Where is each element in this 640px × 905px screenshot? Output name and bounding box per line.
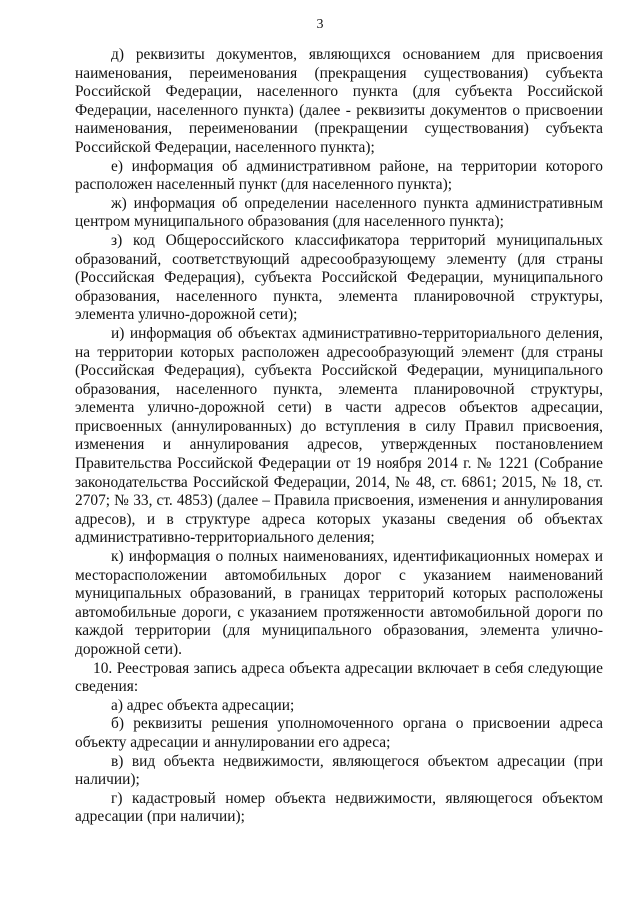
paragraph-d: д) реквизиты документов, являющихся основанием для присвоения наименования, переименования (прекращения существования) субъекта Российской Федерации, населенного пункта (для субъекта Российской Федерации, населенного пункта) (далее - реквизиты документов о присвоении наименования, переименовании (прекращении существования) субъекта Российской Федерации, населенного пункта); <box>75 46 603 156</box>
paragraph-g: г) кадастровый номер объекта недвижимости, являющегося объектом адресации (при наличии); <box>75 789 603 826</box>
paragraph-v: в) вид объекта недвижимости, являющегося объектом адресации (при наличии); <box>75 752 603 789</box>
document-body <box>75 46 603 827</box>
paragraph-clause-10: 10. Реестровая запись адреса объекта адресации включает в себя следующие сведения: <box>75 659 603 696</box>
paragraph-zh: ж) информация об определении населенного пункта административным центром муниципального образования (для населенного пункта); <box>75 194 603 231</box>
paragraph-e: е) информация об административном районе, на территории которого расположен населенный пункт (для населенного пункта); <box>75 157 603 194</box>
paragraph-a: а) адрес объекта адресации; <box>111 696 295 714</box>
page-number: 3 <box>316 17 324 32</box>
paragraph-i: и) информация об объектах административно-территориального деления, на территории которых расположен адресообразующий элемент (для страны (Российская Федерация), субъекта Российской Федерации, муниципального образования, населенного пункта, элемента планировочной структуры, элемента улично-дорожной сети) в части адресов объектов адресации, присвоенных (аннулированных) до вступления в силу Правил присвоения, изменения и аннулирования адресов, утвержденных постановлением Правительства Российской Федерации от 19 ноября 2014 г. № 1221 (Собрание законодательства Российской Федерации, 2014, № 48, ст. 6861; 2015, № 18, ст. 2707; № 33, ст. 4853) (далее – Правила присвоения, изменения и аннулирования адресов), и в структуре адреса которых указаны сведения об объектах административно-территориального деления; <box>75 324 603 547</box>
paragraph-z: з) код Общероссийского классификатора территорий муниципальных образований, соответствующий адресообразующему элементу (для страны (Российская Федерация), субъекта Российской Федерации, муниципального образования, населенного пункта, элемента планировочной структуры, элемента улично-дорожной сети); <box>75 231 603 324</box>
paragraph-k: к) информация о полных наименованиях, идентификационных номерах и месторасположении автомобильных дорог с указанием наименований муниципальных образований, в границах территорий которых расположены автомобильные дороги, с указанием протяженности автомобильной дороги по каждой территории (для муниципального образования, элемента улично-дорожной сети). <box>75 548 603 658</box>
paragraph-b: б) реквизиты решения уполномоченного органа о присвоении адреса объекту адресации и аннулировании его адреса; <box>75 715 603 751</box>
